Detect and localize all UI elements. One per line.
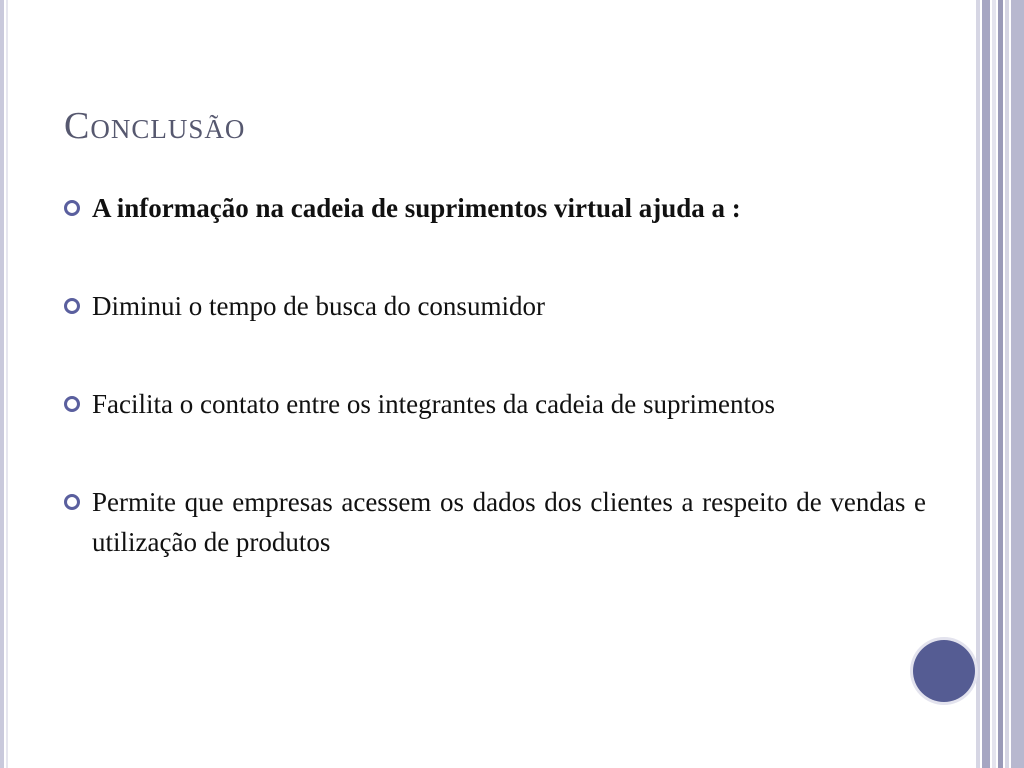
left-border-line xyxy=(0,0,4,768)
bullet-item xyxy=(64,188,926,228)
right-stripe xyxy=(992,0,996,768)
right-stripe xyxy=(1005,0,1009,768)
bullet-text: Permite que empresas acessem os dados dos clientes a respeito de vendas e utilização de produtos xyxy=(92,487,926,557)
right-stripe xyxy=(1011,0,1024,768)
bullet-item xyxy=(64,286,926,326)
right-stripe xyxy=(982,0,990,768)
decorative-circle xyxy=(913,640,975,702)
left-border-line-inner xyxy=(6,0,8,768)
bullet-text: A informação na cadeia de suprimentos virtual ajuda a : xyxy=(92,193,741,223)
slide-title: Conclusão xyxy=(64,105,246,147)
bullet-text: Diminui o tempo de busca do consumidor xyxy=(92,291,545,321)
bullet-circle-icon xyxy=(64,200,80,216)
bullet-circle-icon xyxy=(64,298,80,314)
bullet-item xyxy=(64,482,926,562)
bullet-circle-icon xyxy=(64,396,80,412)
bullet-text: Facilita o contato entre os integrantes da cadeia de suprimentos xyxy=(92,389,776,419)
bullet-circle-icon xyxy=(64,494,80,510)
bullet-item xyxy=(64,384,926,424)
bullet-list xyxy=(64,188,926,620)
right-stripe xyxy=(998,0,1003,768)
right-stripe xyxy=(976,0,980,768)
